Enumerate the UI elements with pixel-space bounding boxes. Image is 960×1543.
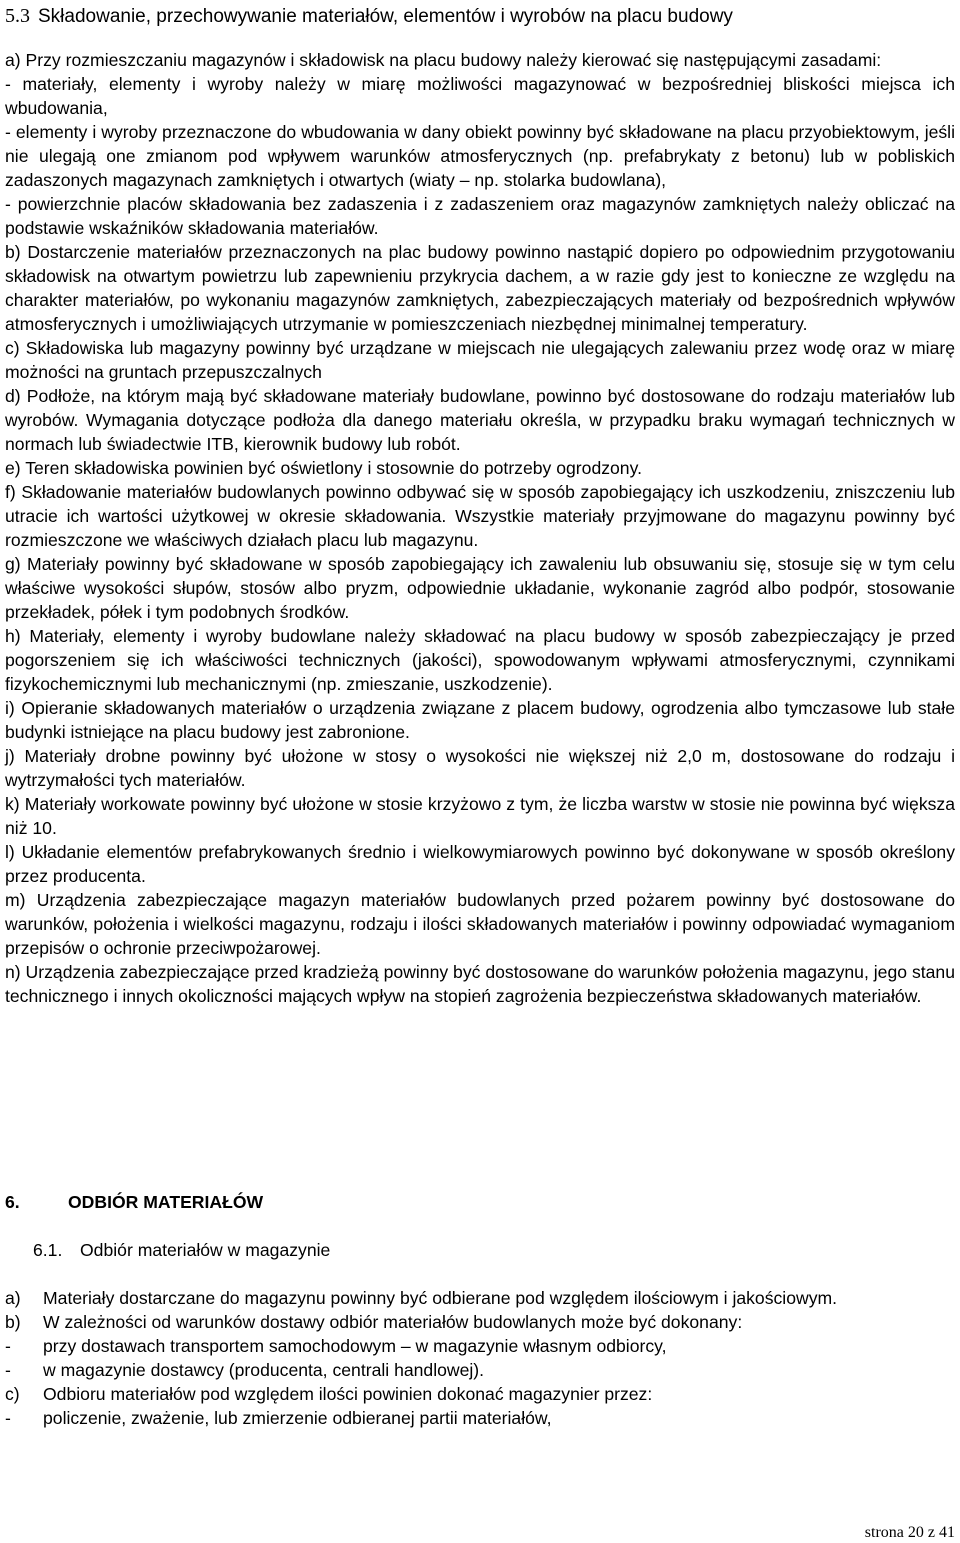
- chapter-title: ODBIÓR MATERIAŁÓW: [68, 1192, 264, 1212]
- paragraph-h: h) Materiały, elementy i wyroby budowlane należy składować na placu budowy w sposób zabezpieczający je przed pogorszeniem się ich właściwości technicznych (jakości), spowodowanym wpływami atmosferycznymi, czynnikami fizykochemicznymi lub mechanicznymi (np. zmieszanie, uszkodzenie).: [5, 626, 955, 694]
- subsection-heading: [33, 1238, 330, 1262]
- list-item: [5, 1406, 955, 1430]
- paragraph-a-item-1: - materiały, elementy i wyroby należy w miarę możliwości magazynować w bezpośredniej bliskości miejsca ich wbudowania,: [5, 74, 955, 118]
- paragraph-d: d) Podłoże, na którym mają być składowane materiały budowlane, powinno być dostosowane do rodzaju materiałów lub wyrobów. Wymagania dotyczące podłoża dla danego materiału określa, w przypadku braku wymagań technicznych w normach lub świadectwie ITB, kierownik budowy lub robót.: [5, 386, 955, 454]
- list-marker: -: [5, 1360, 11, 1380]
- list-item: [5, 1358, 955, 1382]
- subsection-title: Odbiór materiałów w magazynie: [80, 1240, 331, 1260]
- list-text: Materiały dostarczane do magazynu powinny być odbierane pod względem ilościowym i jakościowym.: [43, 1288, 838, 1308]
- paragraph-n: n) Urządzenia zabezpieczające przed kradzieżą powinny być dostosowane do warunków położenia magazynu, jego stanu technicznego i innych okoliczności mających wpływ na stopień zagrożenia bezpieczeństwa składowanych materiałów.: [5, 962, 955, 1006]
- page-number: strona 20 z 41: [864, 1524, 955, 1541]
- chapter-number: 6.: [5, 1192, 20, 1212]
- list-text: w magazynie dostawcy (producenta, centrali handlowej).: [43, 1360, 485, 1380]
- acceptance-list: [5, 1286, 955, 1430]
- list-item: [5, 1310, 955, 1334]
- list-item: [5, 1382, 955, 1406]
- list-marker: -: [5, 1336, 11, 1356]
- list-marker: -: [5, 1408, 11, 1428]
- list-item: [5, 1286, 955, 1310]
- list-marker: a): [5, 1288, 21, 1308]
- subsection-number: 6.1.: [33, 1240, 63, 1260]
- paragraph-g: g) Materiały powinny być składowane w sposób zapobiegający ich zawaleniu lub obsuwaniu się, stosuje się w tym celu właściwe wysokości słupów, stosów albo pryzm, odpowiednie układanie, wykonanie zagród albo podpór, stosowanie przekładek, półek i tym podobnych środków.: [5, 554, 955, 622]
- list-text: Odbioru materiałów pod względem ilości powinien dokonać magazynier przez:: [43, 1384, 653, 1404]
- list-text: policzenie, zważenie, lub zmierzenie odbieranej partii materiałów,: [43, 1408, 552, 1428]
- list-marker: c): [5, 1384, 20, 1404]
- list-item: [5, 1334, 955, 1358]
- paragraph-l: l) Układanie elementów prefabrykowanych średnio i wielkowymiarowych powinno być dokonywane w sposób określony przez producenta.: [5, 842, 955, 886]
- list-marker: b): [5, 1312, 21, 1332]
- section-title: Składowanie, przechowywanie materiałów, elementów i wyrobów na placu budowy: [38, 6, 733, 27]
- body-text: [5, 48, 955, 1008]
- paragraph-i: i) Opieranie składowanych materiałów o urządzenia związane z placem budowy, ogrodzenia albo tymczasowe lub stałe budynki istniejące na placu budowy jest zabronione.: [5, 698, 955, 742]
- paragraph-a-item-2: - elementy i wyroby przeznaczone do wbudowania w dany obiekt powinny być składowane na placu przyobiektowym, jeśli nie ulegają one zmianom pod wpływem warunków atmosferycznych (np. prefabrykaty z betonu) lub w pobliskich zadaszonych magazynach zamkniętych i otwartych (wiaty – np. stolarka budowlana),: [5, 122, 955, 190]
- paragraph-a-item-3: - powierzchnie placów składowania bez zadaszenia i z zadaszeniem oraz magazynów zamkniętych należy obliczać na podstawie wskaźników składowania materiałów.: [5, 194, 955, 238]
- paragraph-m: m) Urządzenia zabezpieczające magazyn materiałów budowlanych przed pożarem powinny być dostosowane do warunków, położenia i wielkości magazynu, rodzaju i ilości składowanych materiałów i powinny odpowiadać wymaganiom przepisów o ochronie przeciwpożarowej.: [5, 890, 955, 958]
- list-text: przy dostawach transportem samochodowym – w magazynie własnym odbiorcy,: [43, 1336, 667, 1356]
- paragraph-k: k) Materiały workowate powinny być ułożone w stosie krzyżowo z tym, że liczba warstw w stosie nie powinna być większa niż 10.: [5, 794, 955, 838]
- paragraph-f: f) Składowanie materiałów budowlanych powinno odbywać się w sposób zapobiegający ich uszkodzeniu, zniszczeniu lub utracie ich wartości użytkowej w okresie składowania. Wszystkie materiały przyjmowane do magazynu powinny być rozmieszczone we właściwych działach placu lub magazynu.: [5, 482, 955, 550]
- paragraph-j: j) Materiały drobne powinny być ułożone w stosy o wysokości nie większej niż 2,0 m, dostosowane do rodzaju i wytrzymałości tych materiałów.: [5, 746, 955, 790]
- chapter-heading: [5, 1190, 263, 1214]
- paragraph-e: e) Teren składowiska powinien być oświetlony i stosownie do potrzeby ogrodzony.: [5, 458, 642, 478]
- paragraph-b: b) Dostarczenie materiałów przeznaczonych na plac budowy powinno nastąpić dopiero po odpowiednim przygotowaniu składowisk na otwartym powietrzu lub zapewnieniu przykrycia dachem, a w razie gdy jest to konieczne ze względu na charakter materiałów, po wykonaniu magazynów zamkniętych, zabezpieczających materiały od bezpośrednich wpływów atmosferycznych i umożliwiających utrzymanie w pomieszczeniach niezbędnej minimalnej temperatury.: [5, 242, 955, 334]
- paragraph-a: a) Przy rozmieszczaniu magazynów i składowisk na placu budowy należy kierować się następującymi zasadami:: [5, 50, 882, 70]
- list-text: W zależności od warunków dostawy odbiór materiałów budowlanych może być dokonany:: [43, 1312, 743, 1332]
- section-heading: [5, 4, 955, 29]
- section-number: 5.3: [5, 5, 30, 27]
- paragraph-c: c) Składowiska lub magazyny powinny być urządzane w miejscach nie ulegających zalewaniu przez wodę oraz w miarę możności na gruntach przepuszczalnych: [5, 338, 955, 382]
